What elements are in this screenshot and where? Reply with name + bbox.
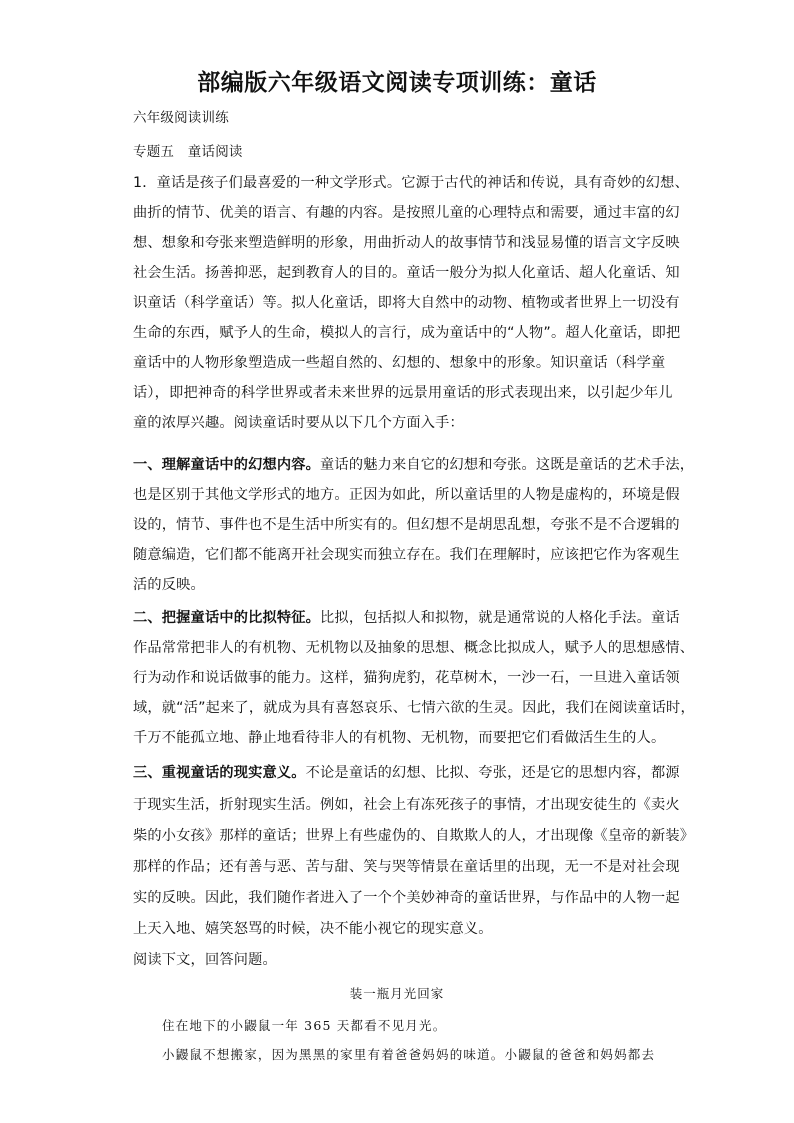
section-1-line: 随意编造，它们都不能离开社会现实而独立存在。我们在理解时，应该把它作为客观生 xyxy=(133,547,680,563)
section-3-text: 不论是童话的幻想、比拟、夸张，还是它的思想内容，都源 xyxy=(305,765,680,781)
page-title: 部编版六年级语文阅读专项训练：童话 xyxy=(197,70,597,96)
section-1-first-line xyxy=(133,455,694,475)
intro-line: 社会生活。扬善抑恶，起到教育人的目的。童话一般分为拟人化童话、超人化童话、知 xyxy=(133,265,680,281)
intro-line: 识童话（科学童话）等。拟人化童话，即将大自然中的动物、植物或者世界上一切没有 xyxy=(133,295,680,311)
section-3-first-line xyxy=(133,763,680,783)
section-1-heading: 一、理解童话中的幻想内容。 xyxy=(133,457,321,473)
section-2-line: 域，就“活”起来了，就成为具有喜怒哀乐、七情六欲的生灵。因此，我们在阅读童话时， xyxy=(133,700,695,716)
intro-line: 1．童话是孩子们最喜爱的一种文学形式。它源于古代的神话和传说，具有奇妙的幻想、 xyxy=(133,175,689,191)
intro-line: 话），即把神奇的科学世界或者未来世界的远景用童话的形式表现出来，以引起少年儿 xyxy=(133,385,673,401)
intro-line: 生命的东西，赋予人的生命，模拟人的言行，成为童话中的“人物”。超人化童话，即把 xyxy=(133,325,681,341)
section-2-heading: 二、把握童话中的比拟特征。 xyxy=(133,610,321,626)
subtitle: 六年级阅读训练 xyxy=(133,110,229,126)
section-2-first-line xyxy=(133,608,680,628)
section-3-line: 实的反映。因此，我们随作者进入了一个个美妙神奇的童话世界，与作品中的人物一起 xyxy=(133,890,680,906)
story-paragraph: 住在地下的小鼹鼠一年 365 天都看不见月光。 xyxy=(162,1018,447,1033)
section-3-line: 上天入地、嬉笑怒骂的时候，决不能小视它的现实意义。 xyxy=(133,921,493,937)
topic-heading: 专题五 童话阅读 xyxy=(133,144,243,160)
section-1-text: 童话的魅力来自它的幻想和夸张。这既是童话的艺术手法， xyxy=(320,457,695,473)
section-3-line: 柴的小女孩》那样的童话；世界上有些虚伪的、自欺欺人的人，才出现像《皇帝的新装》 xyxy=(133,828,695,844)
intro-line: 童话中的人物形象塑造成一些超自然的、幻想的、想象中的形象。知识童话（科学童 xyxy=(133,355,666,371)
section-1-line: 也是区别于其他文学形式的地方。正因为如此，所以童话里的人物是虚构的，环境是假 xyxy=(133,487,680,503)
section-2-line: 行为动作和说话做事的能力。这样，猫狗虎豹，花草树木，一沙一石，一旦进入童话领 xyxy=(133,670,680,686)
section-3-heading: 三、重视童话的现实意义。 xyxy=(133,765,306,781)
story-title: 装一瓶月光回家 xyxy=(349,986,445,1001)
section-1-line: 设的，情节、事件也不是生活中所实有的。但幻想不是胡思乱想，夸张不是不合逻辑的 xyxy=(133,517,680,533)
reading-instruction: 阅读下文，回答问题。 xyxy=(133,952,277,968)
intro-line: 童的浓厚兴趣。阅读童话时要从以下几个方面入手： xyxy=(133,415,464,431)
section-2-text: 比拟，包括拟人和拟物，就是通常说的人格化手法。童话 xyxy=(320,610,680,626)
section-2-line: 作品常常把非人的有机物、无机物以及抽象的思想、概念比拟成人，赋予人的思想感情、 xyxy=(133,640,695,656)
intro-line: 曲折的情节、优美的语言、有趣的内容。是按照儿童的心理特点和需要，通过丰富的幻 xyxy=(133,205,680,221)
section-3-line: 那样的作品；还有善与恶、苦与甜、笑与哭等情景在童话里的出现，无一不是对社会现 xyxy=(133,859,680,875)
section-1-line: 活的反映。 xyxy=(133,577,205,593)
intro-line: 想、想象和夸张来塑造鲜明的形象，用曲折动人的故事情节和浅显易懂的语言文字反映 xyxy=(133,235,680,251)
section-3-line: 于现实生活，折射现实生活。例如，社会上有冻死孩子的事情，才出现安徒生的《卖火 xyxy=(133,797,680,813)
section-2-line: 千万不能孤立地、静止地看待非人的有机物、无机物，而要把它们看做活生生的人。 xyxy=(133,730,666,746)
story-paragraph: 小鼹鼠不想搬家，因为黑黑的家里有着爸爸妈妈的味道。小鼹鼠的爸爸和妈妈都去 xyxy=(162,1047,656,1062)
